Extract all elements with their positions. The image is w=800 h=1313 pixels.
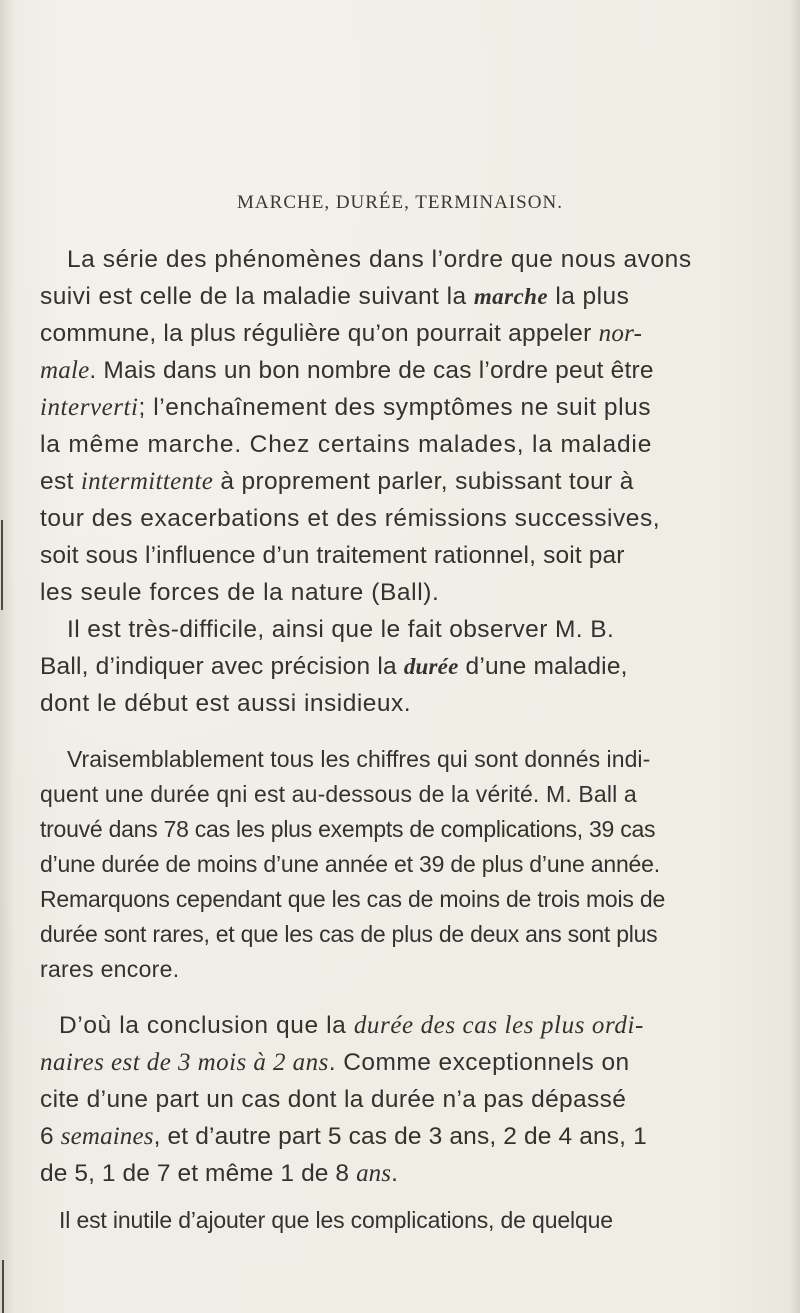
text-run: Vraisemblablement tous les chiffres qui sont donnés indi- <box>67 746 651 772</box>
text-line <box>40 652 628 682</box>
text-line <box>40 884 665 914</box>
text-line <box>40 430 652 460</box>
text-run: Il est très-difficile, ainsi que le fait observer M. B. <box>67 616 615 643</box>
text-line <box>40 504 660 534</box>
text-run: de 5, 1 de 7 et même 1 de 8 <box>40 1160 357 1187</box>
text-run: Ball, d’indiquer avec précision la <box>40 653 404 680</box>
italic-run: durée des cas les plus ordi- <box>353 1012 644 1039</box>
text-run: 6 <box>40 1123 61 1150</box>
text-line <box>40 689 411 719</box>
text-run: Il est inutile d’ajouter que les complications, de quelque <box>59 1207 613 1233</box>
text-line <box>40 814 655 844</box>
emphasis-run: durée <box>403 654 459 679</box>
italic-run: male <box>40 357 90 384</box>
text-run: D’où la conclusion que la <box>59 1012 354 1039</box>
text-line <box>40 919 657 949</box>
italic-run: intermittente <box>80 468 214 495</box>
text-run: les seule forces de la nature (Ball). <box>40 579 440 606</box>
italic-run: interverti <box>40 394 139 421</box>
text-run: La série des phénomènes dans l’ordre que nous avons <box>67 246 692 273</box>
text-line <box>40 1048 630 1078</box>
text-run: rares encore. <box>40 956 180 982</box>
text-line <box>40 393 651 423</box>
text-run: ; l’enchaînement des symptômes ne suit plus <box>138 394 652 421</box>
text-run: d’une durée de moins d’une année et 39 de plus d’une année. <box>40 851 660 877</box>
text-line <box>40 849 660 879</box>
text-run: la plus <box>548 283 630 310</box>
text-run: cite d’une part un cas dont la durée n’a pas dépassé <box>40 1086 627 1113</box>
text-run: est <box>40 468 81 495</box>
text-run: d’une maladie, <box>458 653 628 680</box>
italic-run: semaines <box>60 1123 154 1150</box>
text-line <box>40 356 654 386</box>
text-run: la même marche. Chez certains malades, la maladie <box>40 431 653 458</box>
running-head: MARCHE, DURÉE, TERMINAISON. <box>237 192 563 213</box>
text-run: . <box>391 1160 399 1187</box>
text-line <box>40 541 625 571</box>
text-line <box>40 578 439 608</box>
text-run: . Comme exceptionnels on <box>328 1049 630 1076</box>
italic-run: nor- <box>598 320 643 347</box>
text-run: durée sont rares, et que les cas de plus de deux ans sont plus <box>40 921 658 947</box>
text-line <box>40 467 634 497</box>
italic-run: naires est de 3 mois à 2 ans <box>40 1049 329 1076</box>
text-line <box>40 1159 398 1189</box>
text-run: . Mais dans un bon nombre de cas l’ordre peut être <box>89 357 654 384</box>
text-line <box>40 954 179 984</box>
text-run: soit sous l’influence d’un traitement rationnel, soit par <box>40 542 625 569</box>
italic-run: ans <box>356 1160 392 1187</box>
margin-mark <box>1 520 3 610</box>
text-run: trouvé dans 78 cas les plus exempts de complications, 39 cas <box>40 816 656 842</box>
text-line <box>40 1122 647 1152</box>
text-line <box>40 319 642 349</box>
text-run: commune, la plus régulière qu’on pourrait appeler <box>40 320 599 347</box>
text-line <box>59 1011 644 1041</box>
text-line <box>40 282 629 312</box>
emphasis-run: marche <box>473 284 549 309</box>
text-run: quent une durée qni est au-dessous de la vérité. M. Ball a <box>40 781 637 807</box>
text-line <box>59 1205 613 1235</box>
text-run: , et d’autre part 5 cas de 3 ans, 2 de 4 ans, 1 <box>153 1123 647 1150</box>
text-run: Remarquons cependant que les cas de moins de trois mois de <box>40 886 666 912</box>
text-run: à proprement parler, subissant tour à <box>213 468 634 495</box>
text-run: dont le début est aussi insidieux. <box>40 690 412 717</box>
text-run: tour des exacerbations et des rémissions successives, <box>40 505 661 532</box>
margin-mark-bottom <box>2 1260 4 1313</box>
text-run: suivi est celle de la maladie suivant la <box>40 283 474 310</box>
text-line <box>67 245 692 275</box>
text-line <box>40 779 637 809</box>
text-line <box>67 615 614 645</box>
text-line <box>67 744 650 774</box>
text-line <box>40 1085 626 1115</box>
